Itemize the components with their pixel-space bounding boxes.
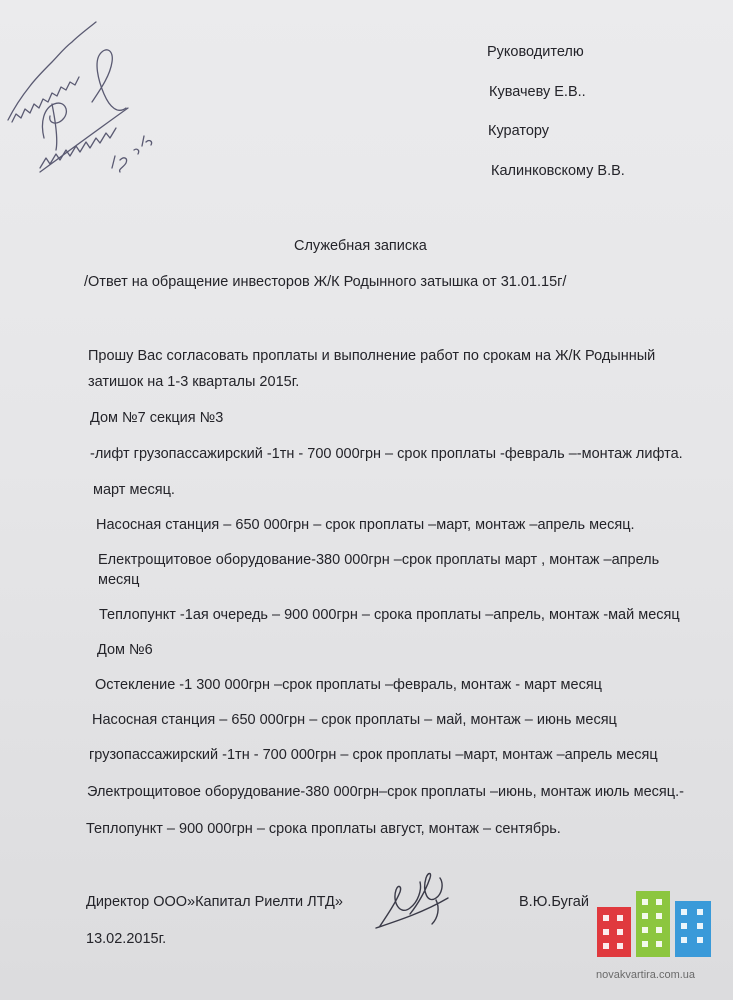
memo-subtitle: /Ответ на обращение инвесторов Ж/К Родынного затышка от 31.01.15г/ [84, 274, 567, 290]
site-logo-icon [595, 885, 715, 957]
addressee-line-4: Калинковскому В.В. [491, 163, 625, 179]
watermark-text: novakvartira.com.ua [596, 969, 696, 981]
item-pump-2: Насосная станция – 650 000грн – срок проплаты – май, монтаж – июнь месяц [92, 712, 617, 728]
memo-date: 13.02.2015г. [86, 931, 167, 947]
intro-line-1: Прошу Вас согласовать проплаты и выполнение работ по срокам на Ж/К Родынный [88, 348, 656, 364]
section-house-7: Дом №7 секция №3 [90, 410, 224, 426]
addressee-line-3: Куратору [488, 123, 550, 139]
signature [370, 868, 460, 938]
item-lift-1: -лифт грузопассажирский -1тн - 700 000грн – срок проплаты -февраль –-монтаж лифта. [90, 446, 683, 462]
item-heating-1: Теплопункт -1ая очередь – 900 000грн – срока проплаты –апрель, монтаж -май месяц [99, 607, 680, 623]
section-house-6: Дом №6 [97, 642, 153, 658]
item-electrical-1-cont: месяц [98, 572, 140, 588]
memo-title: Служебная записка [294, 238, 427, 254]
intro-line-2: затишок на 1-3 кварталы 2015г. [88, 374, 300, 390]
item-lift-2: грузопассажирский -1тн - 700 000грн – срок проплаты –март, монтаж –апрель месяц [89, 747, 658, 763]
item-electrical-2: Электрощитовое оборудование-380 000грн–срок проплаты –июнь, монтаж июль месяц.- [87, 784, 684, 800]
item-lift-1-cont: март месяц. [93, 482, 175, 498]
item-glazing: Остекление -1 300 000грн –срок проплаты –февраль, монтаж - март месяц [95, 677, 602, 693]
signer-name: В.Ю.Бугай [519, 894, 589, 910]
addressee-line-1: Руководителю [487, 44, 584, 60]
director-position: Директор ООО»Капитал Риелти ЛТД» [86, 894, 343, 910]
item-electrical-1: Електрощитовое оборудование-380 000грн –срок проплаты март , монтаж –апрель [98, 552, 660, 568]
addressee-line-2: Кувачеву Е.В.. [489, 84, 586, 100]
item-heating-2: Теплопункт – 900 000грн – срока проплаты август, монтаж – сентябрь. [86, 821, 561, 837]
handwritten-approval [0, 0, 170, 190]
item-pump-1: Насосная станция – 650 000грн – срок проплаты –март, монтаж –апрель месяц. [96, 517, 635, 533]
